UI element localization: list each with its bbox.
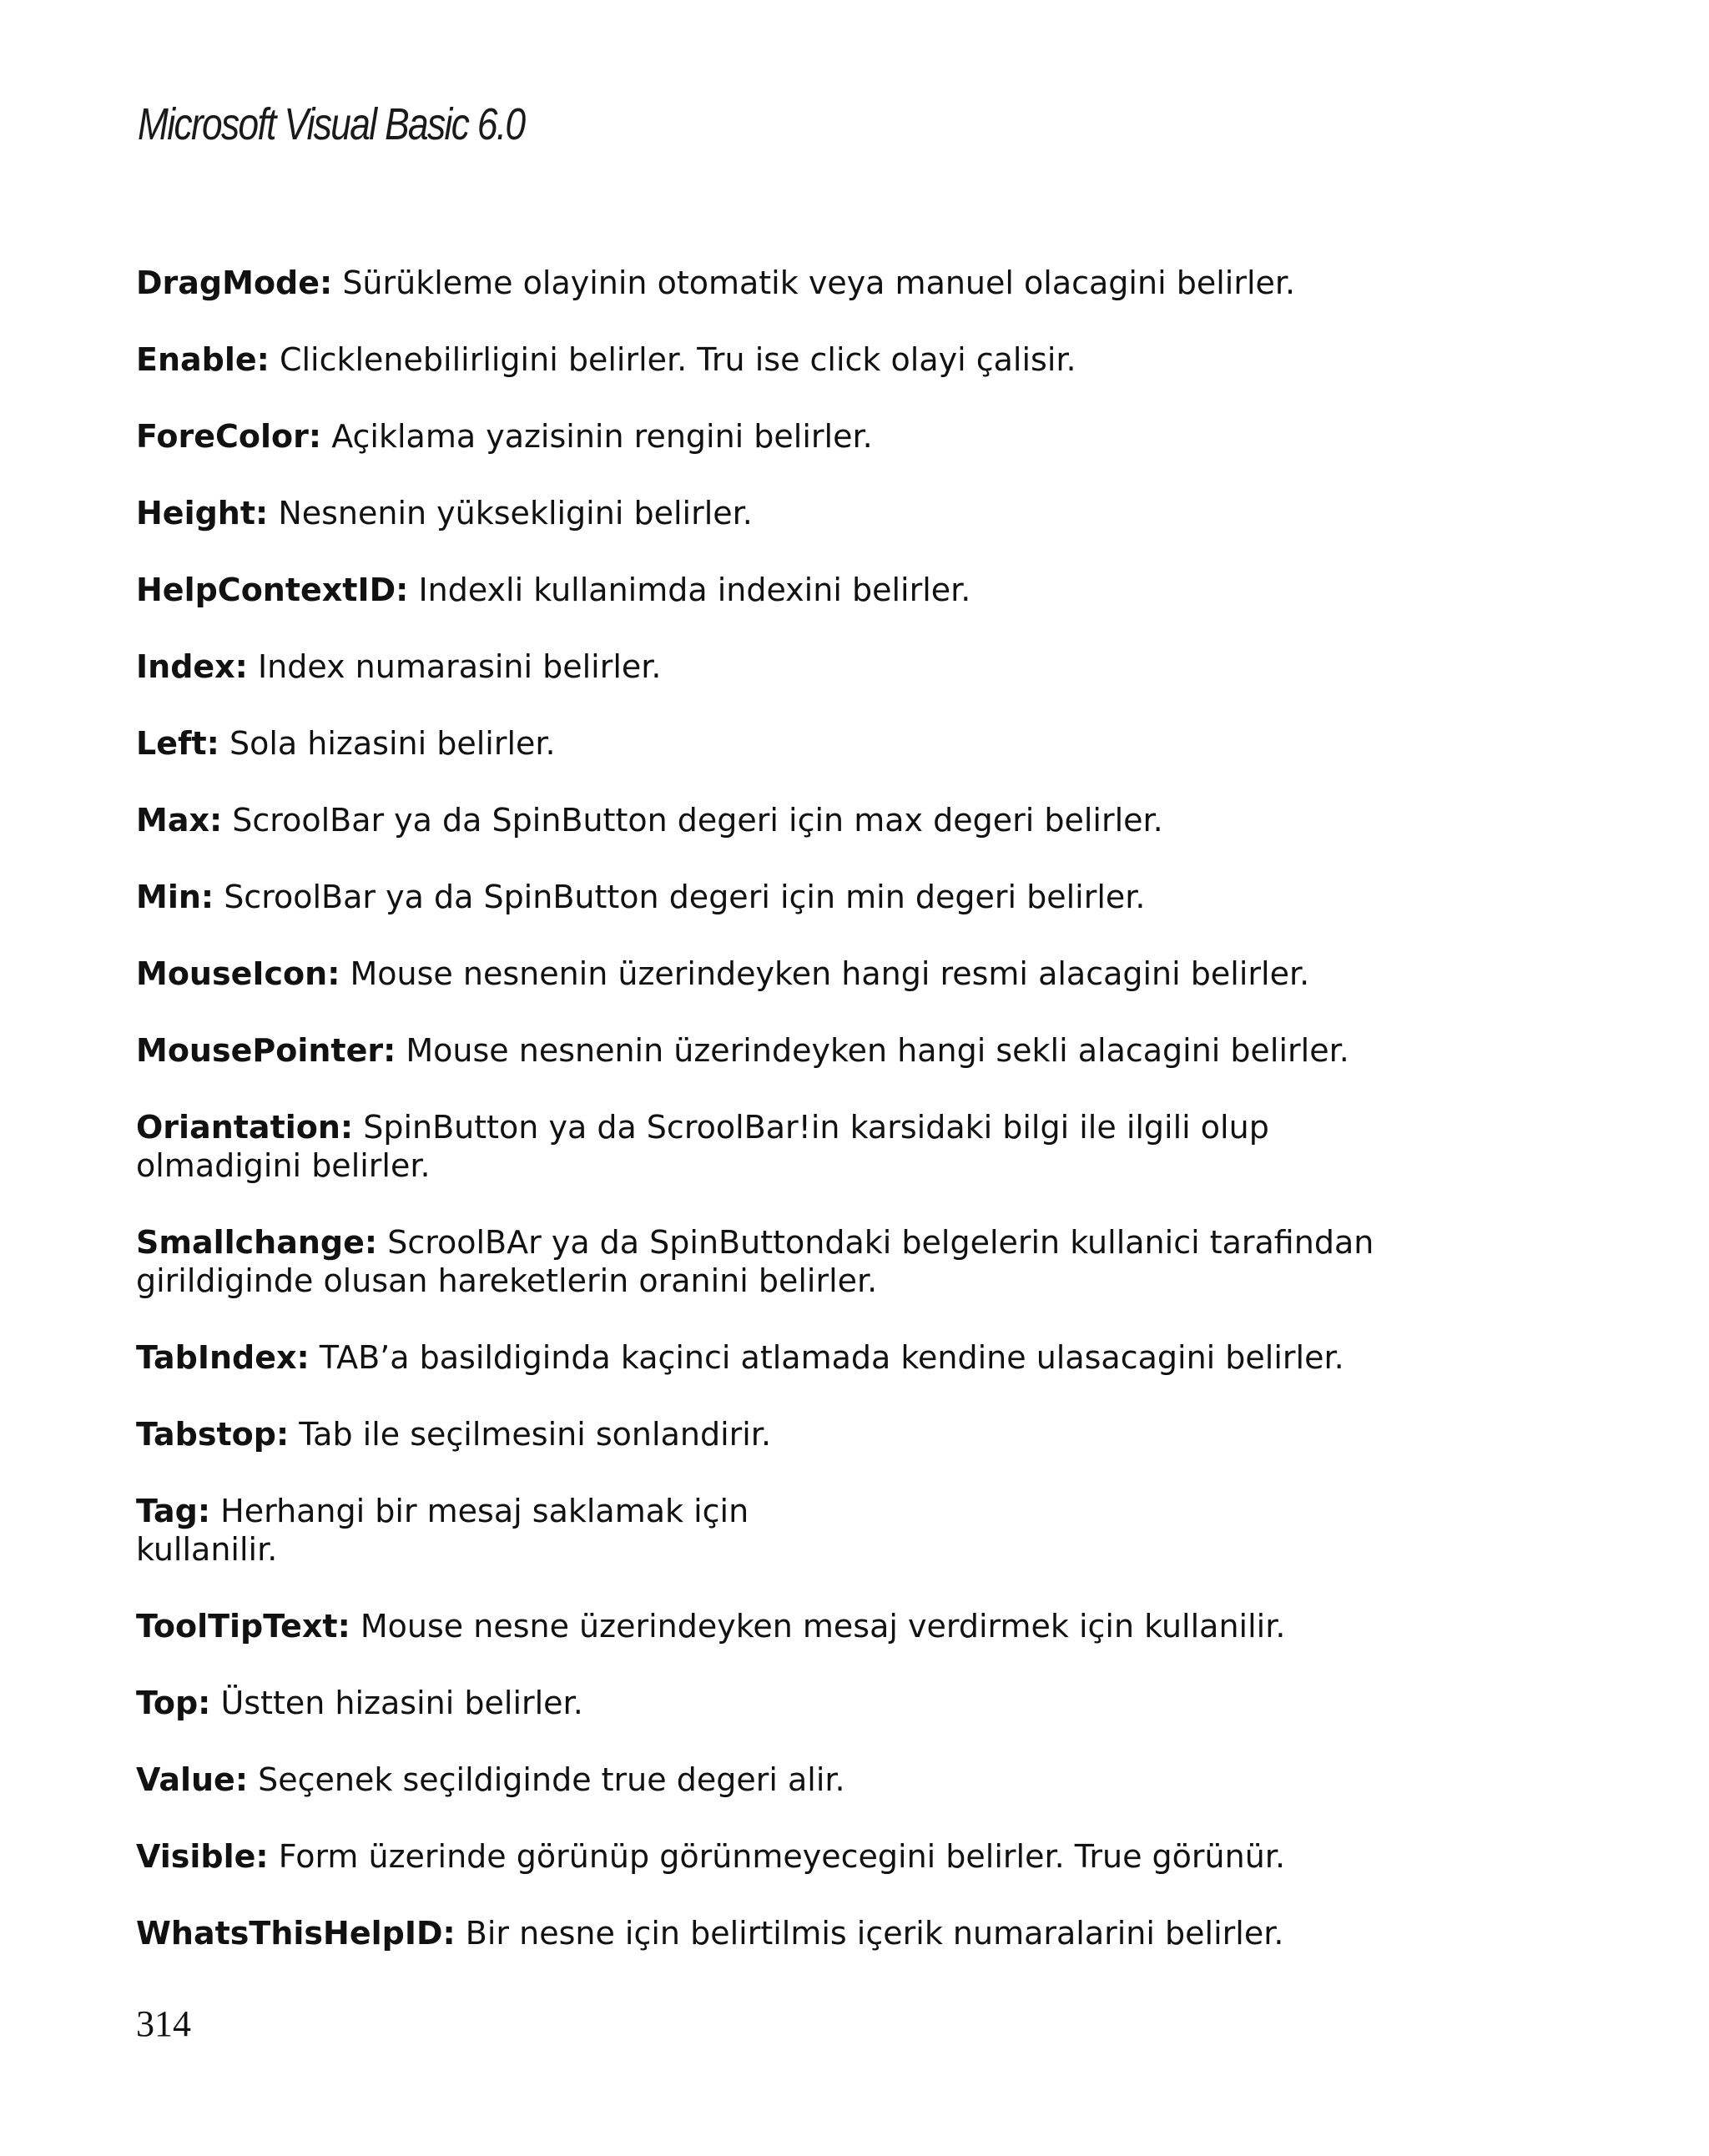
property-description-continued: girildiginde olusan hareketlerin oranini belirler.: [136, 1262, 878, 1299]
property-entry-forecolor: [136, 417, 1471, 456]
property-term: Height:: [136, 495, 269, 531]
property-term: TabIndex:: [136, 1339, 310, 1376]
property-term: Min:: [136, 879, 214, 915]
property-description: ScroolBar ya da SpinButton degeri için max degeri belirler.: [232, 802, 1163, 839]
property-term: ToolTipText:: [136, 1608, 350, 1645]
property-description: Seçenek seçildiginde true degeri alir.: [258, 1761, 845, 1798]
property-entry-whatsthishelpid: [136, 1914, 1471, 1952]
property-entry-height: [136, 494, 1471, 532]
property-term: Top:: [136, 1685, 211, 1721]
property-description: Nesnenin yüksekligini belirler.: [278, 495, 753, 531]
property-entry-tag: [136, 1492, 1471, 1569]
property-entry-helpcontextid: [136, 571, 1471, 609]
property-entry-mouseicon: [136, 955, 1471, 993]
property-description: Tab ile seçilmesini sonlandirir.: [299, 1416, 772, 1453]
property-entry-top: [136, 1684, 1471, 1722]
property-term: Index:: [136, 648, 248, 685]
property-description: TAB’a basildiginda kaçinci atlamada kendine ulasacagini belirler.: [319, 1339, 1344, 1376]
property-description: Sürükleme olayinin otomatik veya manuel olacagini belirler.: [342, 264, 1296, 301]
property-term: Oriantation:: [136, 1109, 354, 1146]
property-entry-min: [136, 878, 1471, 916]
property-term: Smallchange:: [136, 1224, 378, 1261]
property-entry-index: [136, 647, 1471, 686]
property-entry-left: [136, 724, 1471, 763]
property-entry-mousepointer: [136, 1031, 1471, 1070]
property-term: MousePointer:: [136, 1032, 396, 1069]
property-term: ForeColor:: [136, 418, 322, 455]
property-description: Mouse nesnenin üzerindeyken hangi resmi alacagini belirler.: [350, 955, 1310, 992]
property-description: ScroolBar ya da SpinButton degeri için min degeri belirler.: [224, 879, 1146, 915]
property-description: ScroolBAr ya da SpinButtondaki belgelerin kullanici tarafindan: [387, 1224, 1374, 1261]
property-entry-visible: [136, 1837, 1471, 1876]
property-entry-max: [136, 801, 1471, 839]
property-term: Tag:: [136, 1493, 211, 1529]
property-term: Visible:: [136, 1838, 269, 1875]
property-description: Açiklama yazisinin rengini belirler.: [331, 418, 873, 455]
property-entry-tabstop: [136, 1415, 1471, 1453]
property-term: Tabstop:: [136, 1416, 290, 1453]
property-description-continued: kullanilir.: [136, 1531, 278, 1568]
property-description: Form üzerinde görünüp görünmeyecegini belirler. True görünür.: [278, 1838, 1286, 1875]
property-description: Üstten hizasini belirler.: [220, 1685, 583, 1721]
property-description-continued: olmadigini belirler.: [136, 1147, 431, 1184]
property-entry-smallchange: [136, 1223, 1471, 1300]
property-entry-tabindex: [136, 1338, 1471, 1377]
property-description: Bir nesne için belirtilmis içerik numaralarini belirler.: [465, 1915, 1284, 1952]
property-term: Value:: [136, 1761, 249, 1798]
property-term: DragMode:: [136, 264, 333, 301]
property-description: Index numarasini belirler.: [257, 648, 662, 685]
property-description: Mouse nesnenin üzerindeyken hangi sekli alacagini belirler.: [406, 1032, 1349, 1069]
property-description: Sola hizasini belirler.: [229, 725, 556, 762]
property-entry-enable: [136, 340, 1471, 379]
page-number: 314: [136, 2003, 191, 2044]
property-entry-oriantation: [136, 1108, 1471, 1185]
property-entry-value: [136, 1761, 1471, 1799]
property-description: Mouse nesne üzerindeyken mesaj verdirmek için kullanilir.: [360, 1608, 1286, 1645]
property-term: HelpContextID:: [136, 572, 409, 608]
property-description: Herhangi bir mesaj saklamak için: [220, 1493, 749, 1529]
property-term: MouseIcon:: [136, 955, 340, 992]
property-entry-dragmode: [136, 264, 1471, 302]
property-entry-tooltiptext: [136, 1607, 1471, 1645]
property-description: Indexli kullanimda indexini belirler.: [418, 572, 971, 608]
property-term: WhatsThisHelpID:: [136, 1915, 456, 1952]
property-description: SpinButton ya da ScroolBar!in karsidaki bilgi ile ilgili olup: [363, 1109, 1269, 1146]
running-header-title: Microsoft Visual Basic 6.0: [138, 99, 525, 149]
property-term: Left:: [136, 725, 219, 762]
property-term: Max:: [136, 802, 223, 839]
property-term: Enable:: [136, 341, 270, 378]
property-description: Clicklenebilirligini belirler. Tru ise click olayi çalisir.: [279, 341, 1076, 378]
